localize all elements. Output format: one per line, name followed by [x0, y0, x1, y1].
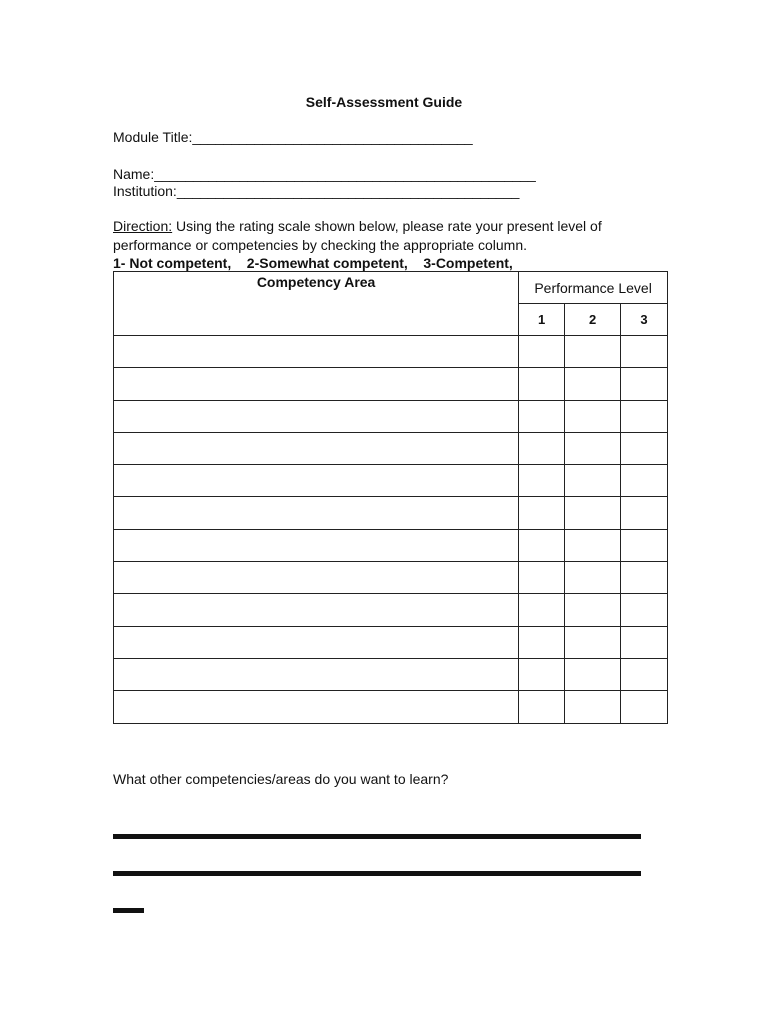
table-row	[114, 497, 668, 529]
table-row	[114, 336, 668, 368]
other-competencies-question: What other competencies/areas do you want to learn?	[113, 771, 449, 787]
competency-area-cell[interactable]	[114, 368, 519, 400]
table-row	[114, 626, 668, 658]
name-field[interactable]: Name:_________________________________________________	[113, 166, 536, 182]
level-2-cell[interactable]	[565, 562, 621, 594]
level-2-header: 2	[565, 304, 621, 336]
level-1-cell[interactable]	[519, 465, 565, 497]
level-2-cell[interactable]	[565, 691, 621, 723]
level-1-cell[interactable]	[519, 368, 565, 400]
level-2-cell[interactable]	[565, 432, 621, 464]
level-3-cell[interactable]	[621, 497, 668, 529]
level-3-header: 3	[621, 304, 668, 336]
answer-line-2[interactable]	[113, 871, 641, 876]
level-3-cell[interactable]	[621, 368, 668, 400]
competency-area-cell[interactable]	[114, 658, 519, 690]
level-3-cell[interactable]	[621, 691, 668, 723]
level-1-cell[interactable]	[519, 336, 565, 368]
rating-scale: 1- Not competent, 2-Somewhat competent, 3-Competent,	[113, 255, 513, 271]
level-1-cell[interactable]	[519, 529, 565, 561]
answer-line-1[interactable]	[113, 834, 641, 839]
competency-area-cell[interactable]	[114, 529, 519, 561]
table-body	[114, 336, 668, 724]
direction-text-1: Using the rating scale shown below, please rate your present level of	[172, 218, 602, 234]
level-2-cell[interactable]	[565, 626, 621, 658]
level-2-cell[interactable]	[565, 594, 621, 626]
level-3-cell[interactable]	[621, 626, 668, 658]
table-row	[114, 529, 668, 561]
level-1-cell[interactable]	[519, 562, 565, 594]
level-3-cell[interactable]	[621, 465, 668, 497]
level-2-cell[interactable]	[565, 400, 621, 432]
level-1-cell[interactable]	[519, 497, 565, 529]
institution-field[interactable]: Institution:____________________________________________	[113, 183, 520, 199]
table-row	[114, 400, 668, 432]
competency-area-cell[interactable]	[114, 336, 519, 368]
competency-area-cell[interactable]	[114, 432, 519, 464]
table-row	[114, 562, 668, 594]
level-2-cell[interactable]	[565, 497, 621, 529]
level-1-cell[interactable]	[519, 594, 565, 626]
level-3-cell[interactable]	[621, 529, 668, 561]
table-row	[114, 465, 668, 497]
level-1-cell[interactable]	[519, 691, 565, 723]
competency-area-header: Competency Area	[114, 272, 519, 336]
competency-area-cell[interactable]	[114, 691, 519, 723]
direction-paragraph	[113, 218, 602, 234]
level-2-cell[interactable]	[565, 658, 621, 690]
level-3-cell[interactable]	[621, 562, 668, 594]
module-title-field[interactable]: Module Title:____________________________________	[113, 129, 473, 145]
competency-area-cell[interactable]	[114, 626, 519, 658]
direction-text-2: performance or competencies by checking the appropriate column.	[113, 237, 527, 253]
competency-area-cell[interactable]	[114, 562, 519, 594]
competency-table	[113, 271, 668, 724]
competency-area-cell[interactable]	[114, 400, 519, 432]
level-2-cell[interactable]	[565, 465, 621, 497]
table-row	[114, 658, 668, 690]
competency-area-cell[interactable]	[114, 465, 519, 497]
competency-area-cell[interactable]	[114, 497, 519, 529]
table-row	[114, 432, 668, 464]
level-2-cell[interactable]	[565, 336, 621, 368]
competency-area-cell[interactable]	[114, 594, 519, 626]
table-row	[114, 691, 668, 723]
level-3-cell[interactable]	[621, 594, 668, 626]
performance-level-header: Performance Level	[519, 272, 668, 304]
level-3-cell[interactable]	[621, 658, 668, 690]
table-row	[114, 368, 668, 400]
level-1-header: 1	[519, 304, 565, 336]
level-2-cell[interactable]	[565, 368, 621, 400]
level-3-cell[interactable]	[621, 400, 668, 432]
level-2-cell[interactable]	[565, 529, 621, 561]
document-title: Self-Assessment Guide	[305, 94, 463, 110]
answer-line-3[interactable]	[113, 908, 144, 913]
level-1-cell[interactable]	[519, 432, 565, 464]
level-3-cell[interactable]	[621, 336, 668, 368]
direction-label: Direction:	[113, 218, 173, 234]
level-1-cell[interactable]	[519, 626, 565, 658]
level-3-cell[interactable]	[621, 432, 668, 464]
level-1-cell[interactable]	[519, 658, 565, 690]
table-row	[114, 594, 668, 626]
level-1-cell[interactable]	[519, 400, 565, 432]
